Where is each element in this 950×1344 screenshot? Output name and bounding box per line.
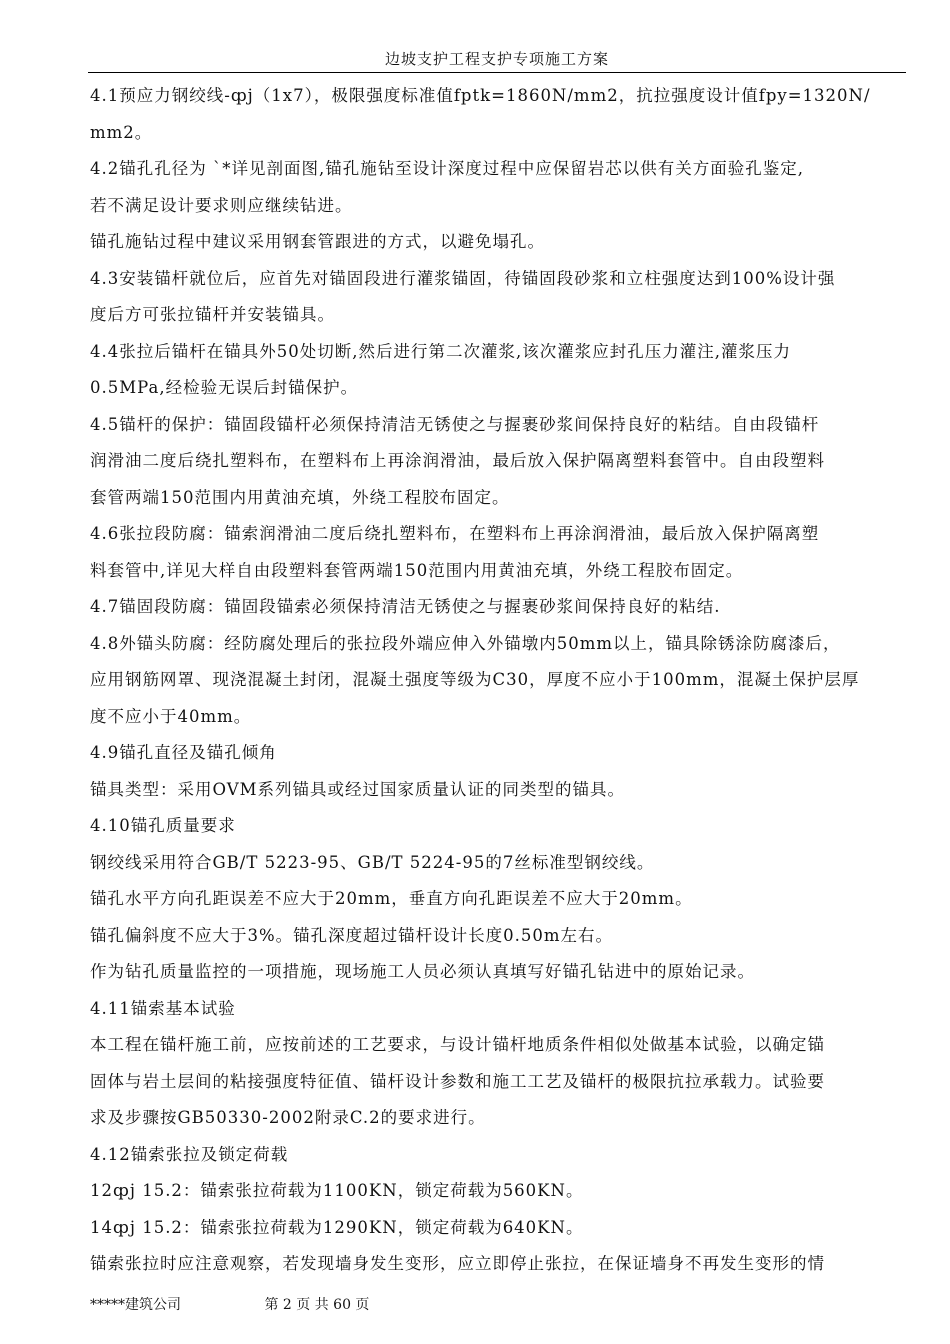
- footer-page-number: 第 2 页 共 60 页: [264, 1297, 370, 1313]
- document-title: 边坡支护工程支护专项施工方案: [384, 50, 609, 68]
- footer-company: *****建筑公司: [90, 1297, 181, 1313]
- body-line: 料套管中,详见大样自由段塑料套管两端150范围内用黄油充填，外绕工程胶布固定。: [90, 560, 744, 580]
- body-line: 4.7锚固段防腐：锚固段锚索必须保持清洁无锈使之与握裹砂浆间保持良好的粘结.: [90, 597, 721, 616]
- body-line: 4.4张拉后锚杆在锚具外50处切断,然后进行第二次灌浆,该次灌浆应封孔压力灌注,灌浆压力: [90, 341, 791, 361]
- body-line: 钢绞线采用符合GB/T 5223-95、GB/T 5224-95的7丝标准型钢绞线。: [90, 852, 655, 872]
- body-line: 锚孔施钻过程中建议采用钢套管跟进的方式，以避免塌孔。: [90, 232, 545, 251]
- page-footer: [90, 1294, 369, 1314]
- body-line: 0.5MPa,经检验无误后封锚保护。: [90, 378, 359, 397]
- section-heading: 4.10锚孔质量要求: [90, 816, 236, 835]
- body-line: 应用钢筋网罩、现浇混凝土封闭，混凝土强度等级为C30，厚度不应小于100mm，混凝土保护层厚: [90, 670, 860, 689]
- body-line: 本工程在锚杆施工前，应按前述的工艺要求，与设计锚杆地质条件相似处做基本试验，以确定锚: [90, 1035, 825, 1054]
- body-line: 作为钻孔质量监控的一项措施，现场施工人员必须认真填写好锚孔钻进中的原始记录。: [90, 962, 755, 981]
- body-line: 求及步骤按GB50330-2002附录C.2的要求进行。: [90, 1108, 486, 1127]
- section-heading: 4.12锚索张拉及锁定荷载: [90, 1144, 289, 1164]
- body-line: 固体与岩土层间的粘接强度特征值、锚杆设计参数和施工工艺及锚杆的极限抗拉承载力。试验要: [90, 1071, 825, 1091]
- body-line: 4.5锚杆的保护：锚固段锚杆必须保持清洁无锈使之与握裹砂浆间保持良好的粘结。自由段锚杆: [90, 414, 820, 434]
- body-line: 12ȹj 15.2：锚索张拉荷载为1100KN，锁定荷载为560KN。: [90, 1181, 584, 1200]
- body-line: mm2。: [90, 122, 153, 142]
- body-line: 润滑油二度后绕扎塑料布，在塑料布上再涂润滑油，最后放入保护隔离塑料套管中。自由段塑料: [90, 451, 825, 470]
- body-line: 若不满足设计要求则应继续钻进。: [90, 195, 353, 215]
- page-header: [88, 44, 906, 73]
- body-line: 4.8外锚头防腐：经防腐处理后的张拉段外端应伸入外锚墩内50mm以上，锚具除锈涂防腐漆后，: [90, 633, 841, 653]
- body-line: 14ȹj 15.2：锚索张拉荷载为1290KN，锁定荷载为640KN。: [90, 1217, 584, 1237]
- body-line: 4.2锚孔孔径为 ˋ*详见剖面图,锚孔施钻至设计深度过程中应保留岩芯以供有关方面验孔鉴定,: [90, 159, 804, 178]
- body-line: 度不应小于40mm。: [90, 706, 252, 726]
- section-heading: 4.9锚孔直径及锚孔倾角: [90, 743, 277, 762]
- body-line: 锚索张拉时应注意观察，若发现墙身发生变形，应立即停止张拉，在保证墙身不再发生变形的情: [90, 1254, 825, 1273]
- body-line: 锚孔偏斜度不应大于3%。锚孔深度超过锚杆设计长度0.50m左右。: [90, 925, 614, 945]
- body-line: 度后方可张拉锚杆并安装锚具。: [90, 305, 335, 324]
- body-line: 锚孔水平方向孔距误差不应大于20mm，垂直方向孔距误差不应大于20mm。: [90, 889, 693, 908]
- body-line: 套管两端150范围内用黄油充填，外绕工程胶布固定。: [90, 487, 510, 507]
- body-line: 4.1预应力钢绞线-ȹj（1x7），极限强度标准值fptk=1860N/mm2，抗拉强度设计值fpy=1320N/: [90, 86, 871, 105]
- body-line: 4.3安装锚杆就位后，应首先对锚固段进行灌浆锚固，待锚固段砂浆和立柱强度达到100%设计强: [90, 268, 836, 288]
- document-body: [90, 78, 906, 1283]
- section-heading: 4.11锚索基本试验: [90, 998, 236, 1018]
- body-line: 锚具类型：采用OVM系列锚具或经过国家质量认证的同类型的锚具。: [90, 779, 626, 799]
- body-line: 4.6张拉段防腐：锚索润滑油二度后绕扎塑料布，在塑料布上再涂润滑油，最后放入保护隔离塑: [90, 524, 820, 543]
